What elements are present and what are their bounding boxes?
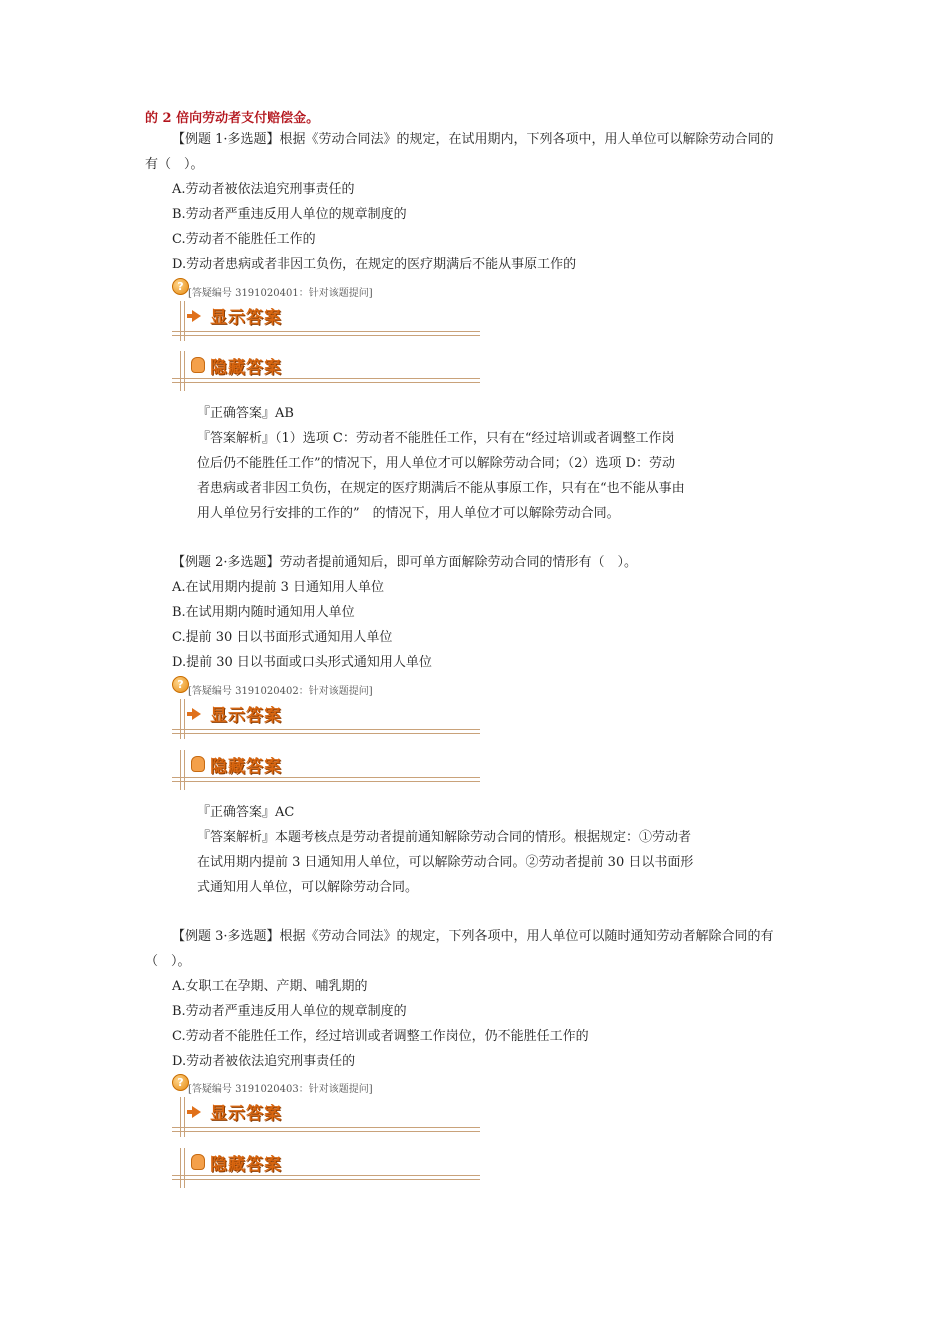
intro-red-text: 的 2 倍向劳动者支付赔偿金。 [145,111,320,126]
lightbulb-icon [191,357,205,373]
q3-option-a: A.女职工在孕期、产期、哺乳期的 [172,979,368,994]
q2-hide-answer-button[interactable] [172,750,480,790]
q2-analysis-line3: 式通知用人单位，可以解除劳动合同。 [197,880,419,895]
arrow-right-icon [192,1106,201,1118]
q1-stem-line1: 【例题 1·多选题】根据《劳动合同法》的规定，在试用期内，下列各项中，用人单位可以解除劳动合同的 [172,132,774,147]
q3-ask-link[interactable]: [答疑编号 3191020403：针对该题提问] [188,1084,373,1095]
q2-option-b: B.在试用期内随时通知用人单位 [172,605,355,620]
q1-correct-answer: 『正确答案』AB [197,406,294,421]
lightbulb-icon [191,1154,205,1170]
show-answer-label: 显示答案 [210,706,282,726]
q3-show-answer-button[interactable] [172,1097,480,1137]
show-answer-label: 显示答案 [210,1104,282,1124]
arrow-right-icon [192,310,201,322]
q1-option-a: A.劳动者被依法追究刑事责任的 [172,182,355,197]
question-mark-icon[interactable]: ? [172,278,189,295]
q1-stem-line2: 有（ ）。 [145,157,204,172]
lightbulb-icon [191,756,205,772]
q2-show-answer-button[interactable] [172,699,480,739]
q1-option-d: D.劳动者患病或者非因工负伤，在规定的医疗期满后不能从事原工作的 [172,257,577,272]
q2-correct-answer: 『正确答案』AC [197,805,295,820]
question-mark-icon[interactable]: ? [172,676,189,693]
hide-answer-label: 隐藏答案 [210,358,282,378]
q3-stem-line1: 【例题 3·多选题】根据《劳动合同法》的规定，下列各项中，用人单位可以随时通知劳动者解除合同的有 [172,929,774,944]
q1-analysis-line4: 用人单位另行安排的工作的” 的情况下，用人单位才可以解除劳动合同。 [197,506,620,521]
q1-hide-answer-button[interactable] [172,351,480,391]
q3-hide-answer-button[interactable] [172,1148,480,1188]
q2-option-d: D.提前 30 日以书面或口头形式通知用人单位 [172,655,432,670]
q2-stem-line1: 【例题 2·多选题】劳动者提前通知后，即可单方面解除劳动合同的情形有（ ）。 [172,555,638,570]
q2-analysis-line1: 『答案解析』本题考核点是劳动者提前通知解除劳动合同的情形。根据规定：①劳动者 [197,830,692,845]
q1-analysis-line1: 『答案解析』（1）选项 C：劳动者不能胜任工作，只有在“经过培训或者调整工作岗 [197,431,675,446]
q1-ask-link[interactable]: [答疑编号 3191020401：针对该题提问] [188,288,373,299]
q2-option-a: A.在试用期内提前 3 日通知用人单位 [172,580,385,595]
q1-show-answer-button[interactable] [172,301,480,341]
q3-option-d: D.劳动者被依法追究刑事责任的 [172,1054,356,1069]
hide-answer-label: 隐藏答案 [210,757,282,777]
q2-ask-link[interactable]: [答疑编号 3191020402：针对该题提问] [188,686,373,697]
q3-stem-line2: （ ）。 [145,954,191,969]
q1-analysis-line3: 者患病或者非因工负伤，在规定的医疗期满后不能从事原工作，只有在“也不能从事由 [197,481,685,496]
show-answer-label: 显示答案 [210,308,282,328]
q2-option-c: C.提前 30 日以书面形式通知用人单位 [172,630,393,645]
hide-answer-label: 隐藏答案 [210,1155,282,1175]
q1-option-c: C.劳动者不能胜任工作的 [172,232,316,247]
q1-analysis-line2: 位后仍不能胜任工作”的情况下，用人单位才可以解除劳动合同；（2）选项 D：劳动 [197,456,675,471]
q1-option-b: B.劳动者严重违反用人单位的规章制度的 [172,207,407,222]
q3-option-c: C.劳动者不能胜任工作，经过培训或者调整工作岗位，仍不能胜任工作的 [172,1029,589,1044]
arrow-right-icon [192,708,201,720]
q3-option-b: B.劳动者严重违反用人单位的规章制度的 [172,1004,407,1019]
question-mark-icon[interactable]: ? [172,1074,189,1091]
q2-analysis-line2: 在试用期内提前 3 日通知用人单位，可以解除劳动合同。②劳动者提前 30 日以书面形 [197,855,694,870]
